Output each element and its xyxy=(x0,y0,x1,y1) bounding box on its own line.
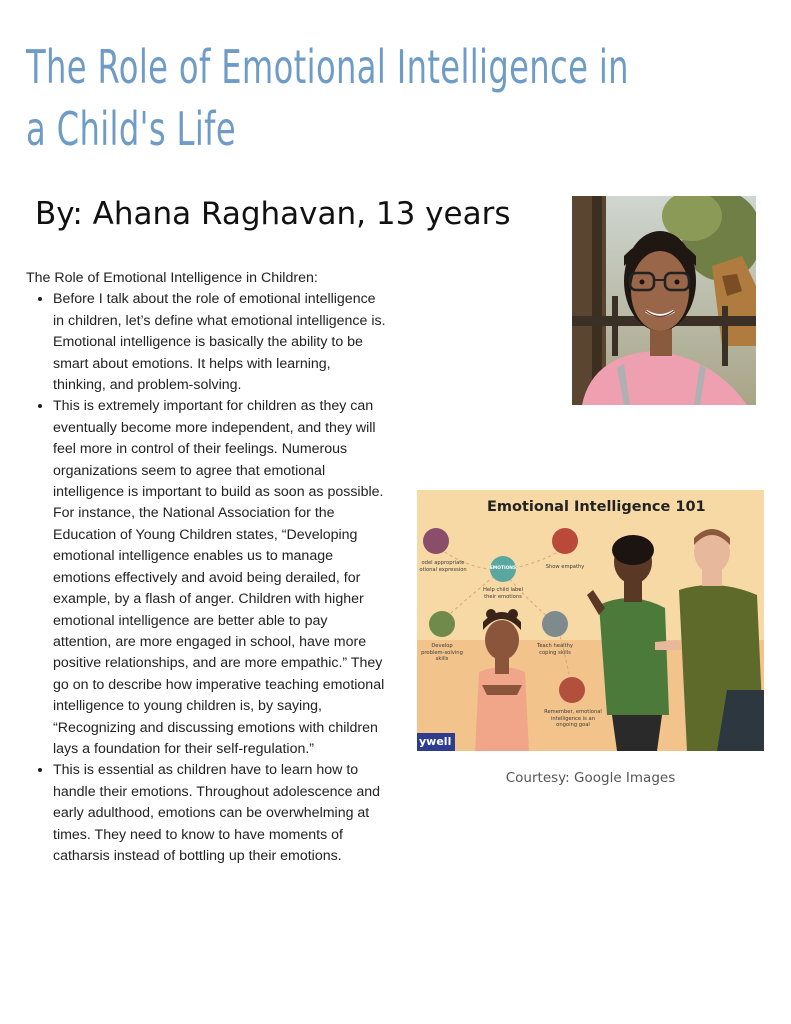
emotions-tag: EMOTIONS xyxy=(489,566,517,571)
author-photo xyxy=(572,196,756,405)
title-line-1: The Role of Emotional Intelligence in xyxy=(26,40,629,94)
model-expression-label: odel appropriate otional expression xyxy=(419,560,467,573)
bullet-list xyxy=(26,289,386,867)
lightbulb-icon xyxy=(429,611,455,637)
list-item: • This is essential as children have to learn how to handle their emotions. Throughout adolescence and early adulthood, emotions can be overwhelming at times. They need to know to have moments of catharsis instead of bottling up their emotions. xyxy=(53,760,386,867)
empathy-label: Show empathy xyxy=(545,564,585,570)
person-icon xyxy=(423,528,449,554)
image-caption: Courtesy: Google Images xyxy=(505,770,676,786)
title-line-2: a Child's Life xyxy=(26,102,236,156)
infographic-title: Emotional Intelligence 101 xyxy=(487,499,706,515)
infographic-image xyxy=(417,490,764,751)
coping-skills-label: Teach healthy coping skills xyxy=(537,643,573,656)
list-item: • Before I talk about the role of emotional intelligence in children, let’s define what emotional intelligence is. Emotional intelligence is basically the ability to be smart about emotions. It helps with learning, thinking, and problem-solving. xyxy=(53,289,386,396)
heart-icon xyxy=(552,528,578,554)
list-item: • This is extremely important for children as they can eventually become more independent, and they will feel more in control of their feelings. Numerous organizations seem to agree that emotional intelligence is important to build as soon as possible. For instance, the National Association for the Education of Young Children states, “Developing emotional intelligence enables us to manage emotions effectively and avoid being derailed, for example, by a flash of anger. Children with higher emotional intelligence are better able to pay attention, are more engaged in school, have more positive relationships, and are more empathic.” They go on to describe how imperative teaching emotional intelligence to young children is, by saying, “Recognizing and discussing emotions with children lays a foundation for their self-regulation.” xyxy=(53,396,386,760)
label-emotions-label: Help child label their emotions xyxy=(483,587,523,600)
ongoing-goal-label: Remember, emotional intelligence is an ongoing goal xyxy=(544,709,602,728)
brand-logo: ywell xyxy=(417,733,455,751)
byline: By: Ahana Raghavan, 13 years xyxy=(35,196,511,232)
author-photo-illustration xyxy=(572,196,756,405)
article-title xyxy=(26,36,656,160)
article-body xyxy=(26,268,386,867)
rainbow-icon xyxy=(559,677,585,703)
gears-icon xyxy=(542,611,568,637)
problem-solving-label: Develop problem-solving skills xyxy=(421,643,463,662)
intro-heading: The Role of Emotional Intelligence in Children: xyxy=(26,270,318,286)
